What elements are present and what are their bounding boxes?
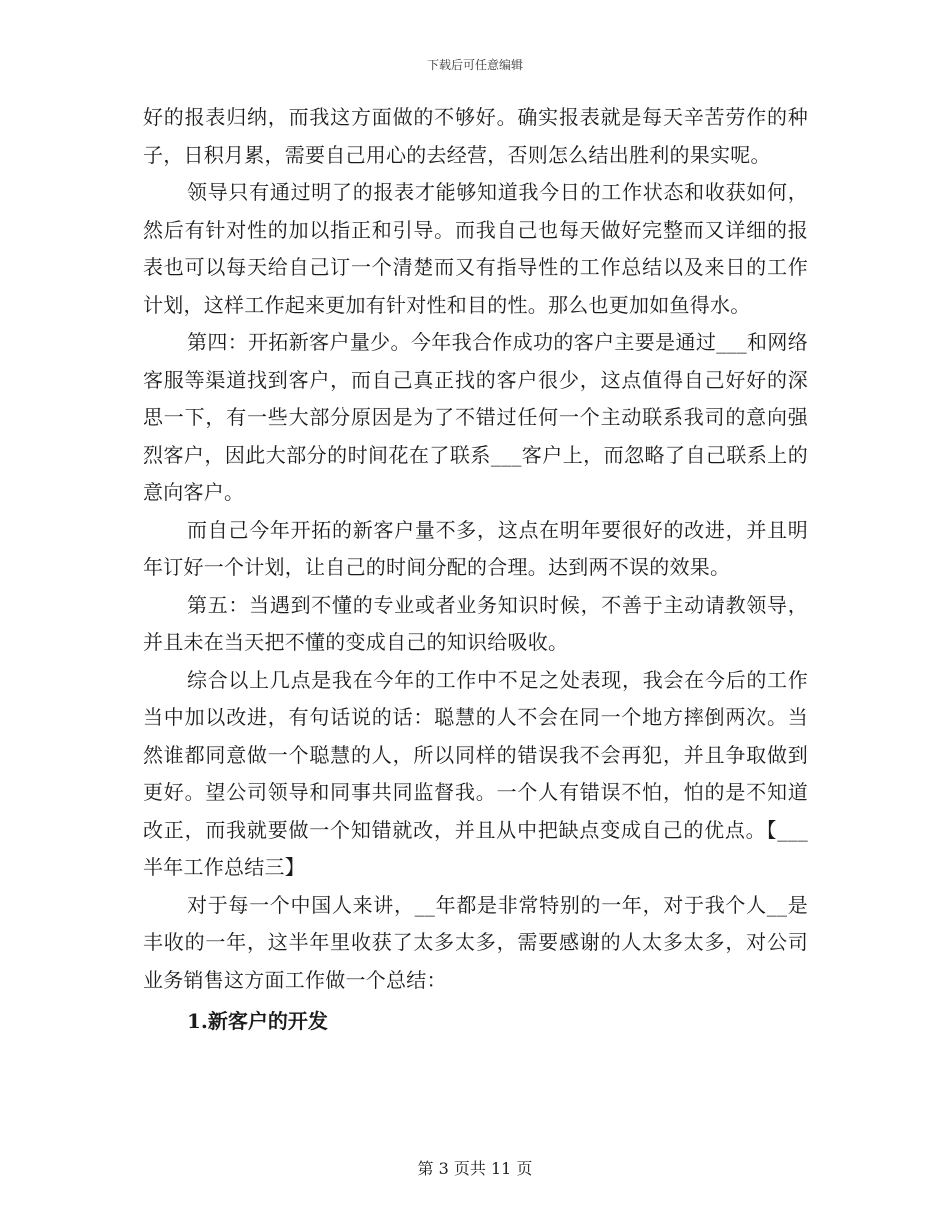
paragraph: 综合以上几点是我在今年的工作中不足之处表现，我会在今后的工作当中加以改进，有句话说的话：聪慧的人不会在同一个地方摔倒两次。当然谁都同意做一个聪慧的人，所以同样的错误我不会再犯，并且争取做到更好。望公司领导和同事共同监督我。一个人有错误不怕，怕的是不知道改正，而我就要做一个知错就改，并且从中把缺点变成自己的优点。【___半年工作总结三】 [143,667,808,879]
paragraph: 而自己今年开拓的新客户量不多，这点在明年要很好的改进，并且明年订好一个计划，让自己的时间分配的合理。达到两不误的效果。 [143,517,808,579]
paragraph: 领导只有通过明了的报表才能够知道我今日的工作状态和收获如何，然后有针对性的加以指正和引导。而我自己也每天做好完整而又详细的报表也可以每天给自己订一个清楚而又有指导性的工作总结以及来日的工作计划，这样工作起来更加有针对性和目的性。那么也更加如鱼得水。 [143,180,808,317]
page-header: 下载后可任意编辑 [426,58,523,72]
page-number: 第 3 页共 11 页 [417,1159,533,1178]
document-body [143,99,808,1041]
paragraph: 对于每一个中国人来讲，__年都是非常特别的一年，对于我个人__是丰收的一年，这半年里收获了太多太多，需要感谢的人太多太多，对公司业务销售这方面工作做一个总结： [143,892,808,992]
paragraph: 好的报表归纳，而我这方面做的不够好。确实报表就是每天辛苦劳作的种子，日积月累，需要自己用心的去经营，否则怎么结出胜利的果实呢。 [143,105,808,167]
paragraph: 第四：开拓新客户量少。今年我合作成功的客户主要是通过___和网络客服等渠道找到客户，而自己真正找的客户很少，这点值得自己好好的深思一下，有一些大部分原因是为了不错过任何一个主动联系我司的意向强烈客户，因此大部分的时间花在了联系___客户上，而忽略了自己联系上的意向客户。 [143,330,808,504]
paragraph: 第五：当遇到不懂的专业或者业务知识时候，不善于主动请教领导，并且未在当天把不懂的变成自己的知识给吸收。 [143,592,808,654]
section-heading: 1.新客户的开发 [187,1009,328,1033]
